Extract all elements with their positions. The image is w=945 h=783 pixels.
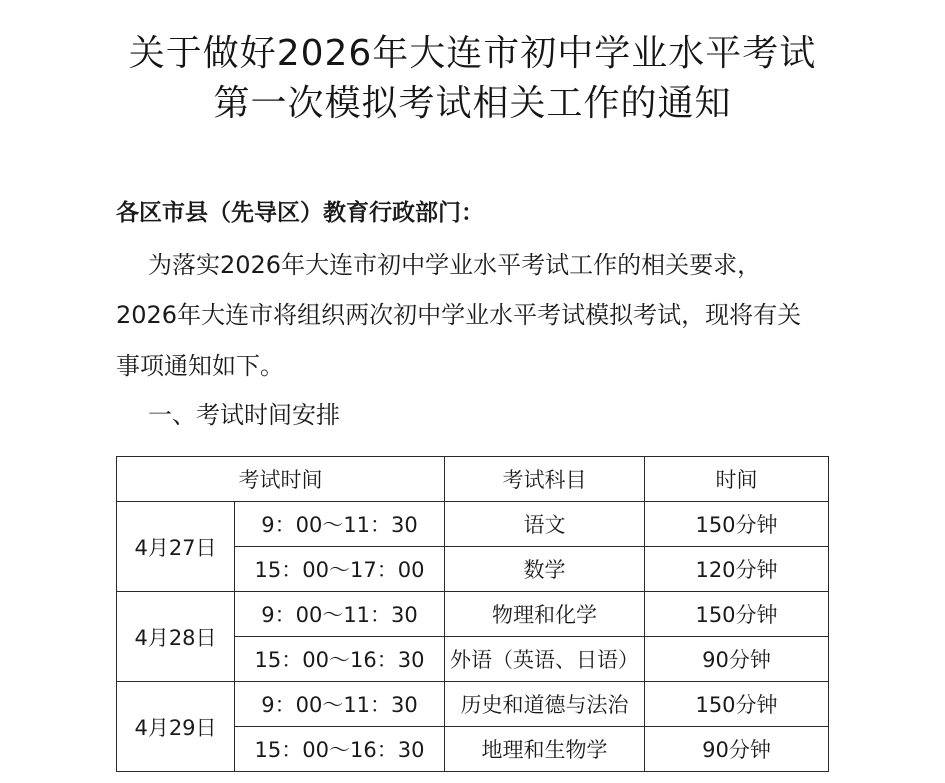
exam-duration: 150分钟 (645, 592, 829, 637)
exam-date: 4月28日 (117, 592, 235, 682)
body-paragraph-line-2: 2026年大连市将组织两次初中学业水平考试模拟考试，现将有关 (116, 301, 802, 329)
table-row (117, 502, 829, 547)
exam-subject: 地理和生物学 (445, 727, 645, 772)
header-duration: 时间 (645, 457, 829, 502)
exam-time-slot: 15：00～17：00 (235, 547, 445, 592)
exam-subject: 物理和化学 (445, 592, 645, 637)
table-header-row (117, 457, 829, 502)
exam-date: 4月27日 (117, 502, 235, 592)
notice-title-line-1: 关于做好2026年大连市初中学业水平考试 (128, 33, 817, 74)
body-paragraph-line-3: 事项通知如下。 (116, 352, 284, 380)
header-exam-subject: 考试科目 (445, 457, 645, 502)
exam-time-slot: 15：00～16：30 (235, 727, 445, 772)
table-row (117, 682, 829, 727)
exam-duration: 150分钟 (645, 682, 829, 727)
exam-subject: 历史和道德与法治 (445, 682, 645, 727)
exam-subject: 语文 (445, 502, 645, 547)
exam-subject: 外语（英语、日语） (445, 637, 645, 682)
exam-subject: 数学 (445, 547, 645, 592)
notice-title-line-2: 第一次模拟考试相关工作的通知 (213, 83, 732, 124)
exam-time-slot: 15：00～16：30 (235, 637, 445, 682)
exam-schedule-table (116, 456, 829, 772)
exam-duration: 120分钟 (645, 547, 829, 592)
body-paragraph-line-1: 为落实2026年大连市初中学业水平考试工作的相关要求， (148, 251, 762, 279)
exam-time-slot: 9：00～11：30 (235, 682, 445, 727)
exam-time-slot: 9：00～11：30 (235, 502, 445, 547)
exam-duration: 90分钟 (645, 727, 829, 772)
section-heading-exam-schedule: 一、考试时间安排 (148, 401, 340, 429)
exam-duration: 150分钟 (645, 502, 829, 547)
addressee: 各区市县（先导区）教育行政部门： (116, 200, 484, 226)
table-row (117, 592, 829, 637)
exam-date: 4月29日 (117, 682, 235, 772)
header-exam-time: 考试时间 (117, 457, 445, 502)
exam-time-slot: 9：00～11：30 (235, 592, 445, 637)
exam-duration: 90分钟 (645, 637, 829, 682)
